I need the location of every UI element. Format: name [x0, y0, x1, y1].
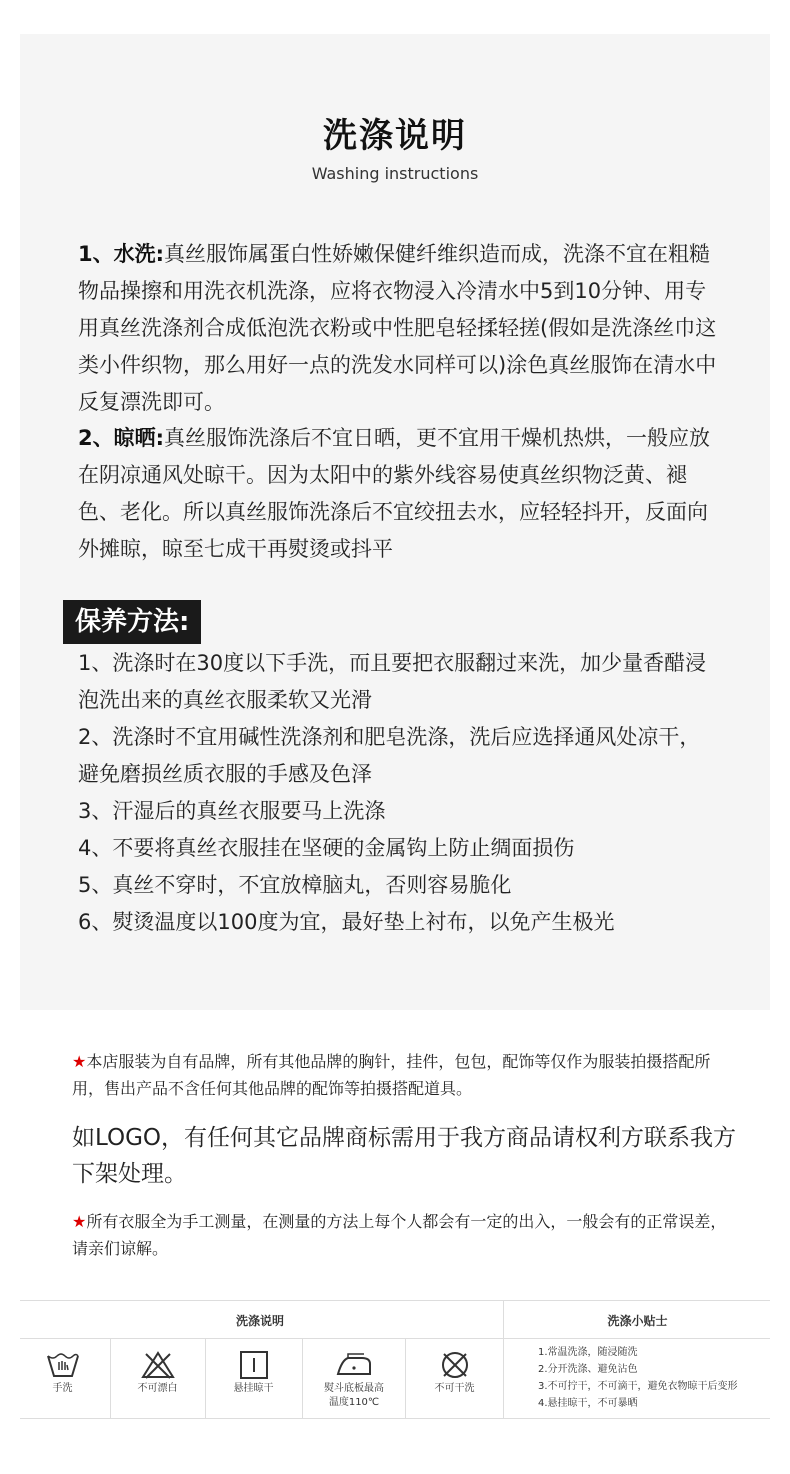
hand-wash-icon: [45, 1350, 81, 1380]
icon-label: 手洗: [52, 1383, 73, 1394]
care-list: [78, 645, 718, 941]
no-bleach-icon: [140, 1350, 176, 1380]
measure-note-text: 所有衣服全为手工测量，在测量的方法上每个人都会有一定的出入，一般会有的正常误差，请亲们谅解。: [72, 1212, 727, 1258]
wash-symbol-table: [20, 1300, 770, 1420]
table-divider: [302, 1338, 303, 1418]
care-heading: 保养方法:: [63, 600, 201, 644]
star-icon: ★: [72, 1212, 87, 1231]
hang-dry-icon: [236, 1350, 272, 1380]
dry-text: 真丝服饰洗涤后不宜日晒，更不宜用干燥机热烘，一般应放在阴凉通风处晾干。因为太阳中的紫外线容易使真丝织物泛黄、褪色、老化。所以真丝服饰洗涤后不宜绞扭去水，应轻轻抖开，反面向外摊晾，晾至七成干再熨烫或抖平: [78, 426, 711, 561]
wash-tips: [538, 1344, 770, 1412]
table-header-left: 洗涤说明: [235, 1314, 284, 1328]
star-icon: ★: [72, 1052, 87, 1071]
table-divider: [405, 1338, 406, 1418]
wash-paragraph: [78, 236, 718, 421]
table-header-right: 洗涤小贴士: [607, 1314, 668, 1328]
iron-icon: [334, 1350, 374, 1380]
iron-cell: [304, 1344, 404, 1410]
logo-note: 如LOGO，有任何其它品牌商标需用于我方商品请权利方联系我方下架处理。: [72, 1125, 737, 1187]
dry-paragraph: [78, 420, 718, 568]
care-item: 5、真丝不穿时，不宜放樟脑丸，否则容易脆化: [78, 873, 512, 897]
page-subtitle: Washing instructions: [311, 164, 479, 183]
care-item: 6、熨烫温度以100度为宜，最好垫上衬布，以免产生极光: [78, 910, 615, 934]
icon-label: 熨斗底板最高: [324, 1383, 384, 1394]
measure-note: [72, 1208, 732, 1262]
tip-item: 4.悬挂晾干，不可暴晒: [538, 1398, 638, 1409]
care-item: 2、洗涤时不宜用碱性洗涤剂和肥皂洗涤，洗后应选择通风处凉干，避免磨损丝质衣服的手感及色泽: [78, 725, 701, 786]
icon-label: 悬挂晾干: [233, 1383, 274, 1394]
table-divider: [503, 1300, 504, 1418]
no-dry-clean-cell: [407, 1344, 502, 1396]
wash-text: 真丝服饰属蛋白性娇嫩保健纤维织造而成，洗涤不宜在粗糙物品操擦和用洗衣机洗涤，应将衣物浸入冷清水中5到10分钟、用专用真丝洗涤剂合成低泡洗衣粉或中性肥皂轻揉轻搓(假如是洗涤丝巾这类小件织物，那么用好一点的洗发水同样可以)涂色真丝服饰在清水中反复漂洗即可。: [78, 242, 717, 414]
brand-note: [72, 1048, 732, 1102]
icon-label: 不可漂白: [137, 1383, 178, 1394]
no-bleach-cell: [110, 1344, 205, 1396]
page-title: 洗涤说明: [323, 116, 467, 156]
tip-item: 1.常温洗涤，随浸随洗: [538, 1347, 638, 1358]
hang-dry-cell: [206, 1344, 301, 1396]
dry-label: 2、晾晒:: [78, 426, 165, 450]
table-divider: [20, 1338, 770, 1339]
no-dry-clean-icon: [437, 1350, 473, 1380]
wash-label: 1、水洗:: [78, 242, 165, 266]
icon-label: 温度110℃: [328, 1397, 380, 1408]
table-divider: [20, 1418, 770, 1419]
care-item: 1、洗涤时在30度以下手洗，而且要把衣服翻过来洗，加少量香醋浸泡洗出来的真丝衣服柔软又光滑: [78, 651, 707, 712]
care-item: 4、不要将真丝衣服挂在坚硬的金属钩上防止绸面损伤: [78, 836, 575, 860]
tip-item: 2.分开洗涤、避免沾色: [538, 1364, 638, 1375]
care-item: 3、汗湿后的真丝衣服要马上洗涤: [78, 799, 386, 823]
brand-note-text: 本店服装为自有品牌，所有其他品牌的胸针，挂件，包包，配饰等仅作为服装拍摄搭配所用，售出产品不含任何其他品牌的配饰等拍摄搭配道具。: [72, 1052, 711, 1098]
tip-item: 3.不可拧干，不可滴干，避免衣物晾干后变形: [538, 1381, 738, 1392]
icon-label: 不可干洗: [434, 1383, 475, 1394]
table-divider: [20, 1300, 770, 1301]
hand-wash-cell: [15, 1344, 110, 1396]
